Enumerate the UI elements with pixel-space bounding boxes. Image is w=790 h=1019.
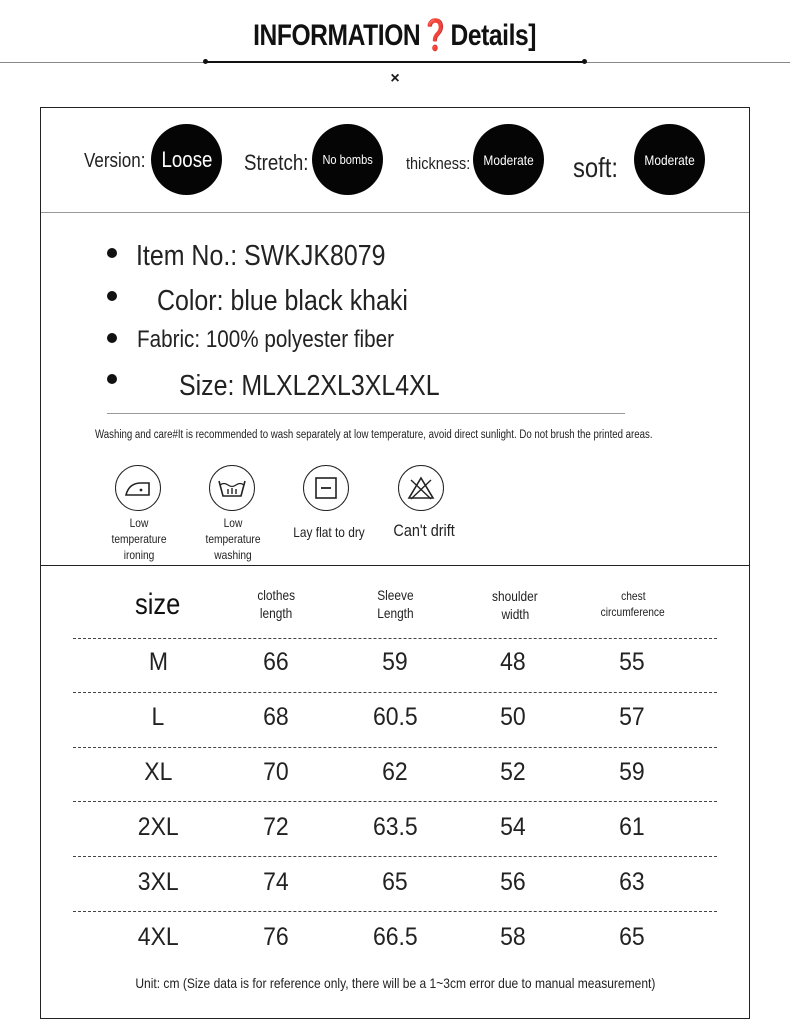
page-title: INFORMATION❓Details]	[253, 19, 537, 52]
row-divider	[73, 747, 717, 748]
size-cell: XL	[143, 758, 173, 786]
iron-icon	[115, 465, 161, 511]
item-color: Color: blue black khaki	[157, 285, 408, 317]
care-label-ironing: Low temperature ironing	[111, 516, 167, 562]
attr-version-label: Version:	[84, 150, 146, 172]
bullet-dot	[107, 248, 117, 258]
size-cell: 3XL	[137, 868, 179, 896]
measurement-cell: 58	[500, 923, 526, 951]
bullet-dot	[107, 333, 117, 343]
measurement-cell: 63	[619, 868, 645, 896]
row-divider	[73, 801, 717, 802]
row-divider	[73, 856, 717, 857]
measurement-cell: 60.5	[372, 703, 418, 731]
measurement-cell: 72	[263, 813, 289, 841]
chest-circumference-header: chest circumference	[600, 589, 666, 619]
attr-stretch-label: Stretch:	[244, 150, 309, 175]
size-cell: M	[148, 648, 168, 676]
lay-flat-icon	[303, 465, 349, 511]
item-fabric: Fabric: 100% polyester fiber	[137, 326, 394, 353]
measurement-cell: 76	[263, 923, 289, 951]
close-icon: ×	[390, 70, 400, 87]
measurement-cell: 62	[382, 758, 408, 786]
no-bleach-icon	[398, 465, 444, 511]
measurement-cell: 70	[263, 758, 289, 786]
attr-soft-label: soft:	[573, 152, 618, 183]
measurement-cell: 74	[263, 868, 289, 896]
measurement-cell: 54	[500, 813, 526, 841]
attr-thickness-badge: Moderate	[473, 124, 544, 195]
bullet-dot	[107, 374, 117, 384]
measurement-cell: 48	[500, 648, 526, 676]
size-cell: 2XL	[137, 813, 179, 841]
attr-soft-badge: Moderate	[634, 124, 705, 195]
unit-note: Unit: cm (Size data is for reference only, there will be a 1~3cm error due to manual measurement)	[134, 975, 656, 991]
measurement-cell: 68	[263, 703, 289, 731]
care-instructions: Washing and care#It is recommended to wash separately at low temperature, avoid direct sunlight. Do not brush the printed areas.	[95, 429, 653, 441]
item-size: Size: MLXL2XL3XL4XL	[179, 370, 440, 402]
care-label-no-bleach: Can't drift	[393, 521, 455, 540]
section-divider	[41, 565, 749, 566]
item-number: Item No.: SWKJK8079	[136, 240, 386, 272]
measurement-cell: 56	[500, 868, 526, 896]
measurement-cell: 57	[619, 703, 645, 731]
measurement-cell: 52	[500, 758, 526, 786]
row-divider	[73, 638, 717, 639]
header-accent-rule	[205, 61, 585, 63]
size-cell: L	[151, 703, 165, 731]
rule-dot-right	[582, 59, 587, 64]
measurement-cell: 65	[382, 868, 408, 896]
size-cell: 4XL	[137, 923, 179, 951]
measurement-cell: 55	[619, 648, 645, 676]
care-label-lay-flat: Lay flat to dry	[293, 524, 365, 540]
info-divider	[107, 413, 625, 414]
measurement-cell: 50	[500, 703, 526, 731]
measurement-cell: 65	[619, 923, 645, 951]
section-divider	[41, 212, 749, 213]
care-label-washing: Low temperature washing	[205, 516, 261, 562]
measurement-cell: 66.5	[372, 923, 418, 951]
clothes-length-header: clothes length	[257, 587, 295, 621]
measurement-cell: 66	[263, 648, 289, 676]
wash-basin-icon	[209, 465, 255, 511]
attr-stretch-badge: No bombs	[312, 124, 383, 195]
attr-thickness-label: thickness:	[406, 154, 471, 173]
measurement-cell: 61	[619, 813, 645, 841]
rule-dot-left	[203, 59, 208, 64]
row-divider	[73, 911, 717, 912]
row-divider	[73, 692, 717, 693]
measurement-cell: 59	[619, 758, 645, 786]
sleeve-length-header: Sleeve Length	[376, 587, 414, 621]
bullet-dot	[107, 291, 117, 301]
measurement-cell: 63.5	[372, 813, 418, 841]
measurement-cell: 59	[382, 648, 408, 676]
attr-version-badge: Loose	[151, 124, 222, 195]
size-column-header: size	[135, 588, 181, 621]
shoulder-width-header: shoulder width	[492, 588, 538, 622]
